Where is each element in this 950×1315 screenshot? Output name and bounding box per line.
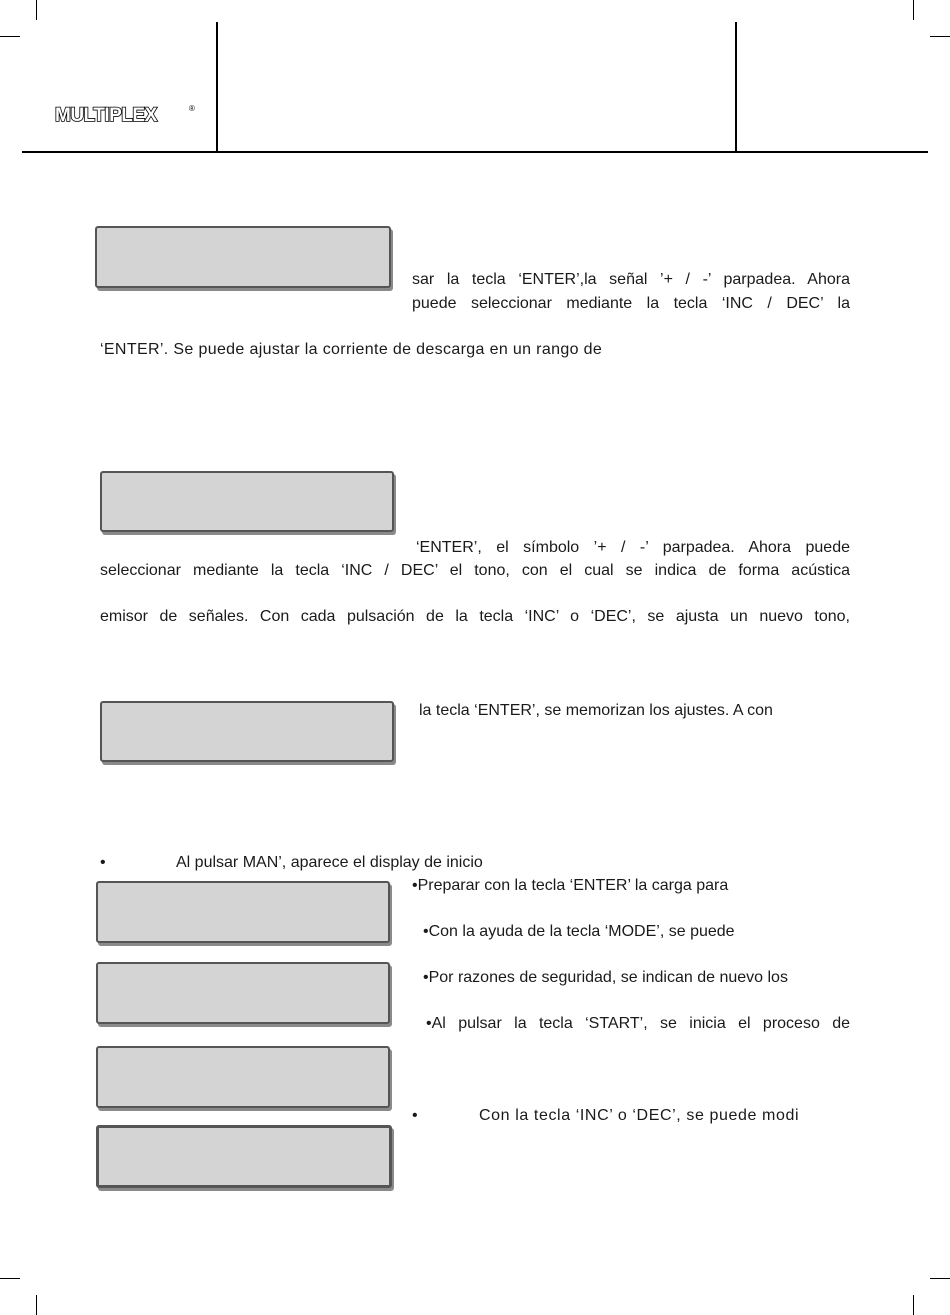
b-preparar: •Preparar con la tecla ‘ENTER’ la carga para xyxy=(412,877,729,894)
lcd-corr-desc xyxy=(95,226,391,288)
p2-line3: emisor de señales. Con cada pulsación de la tecla ‘INC’ o ‘DEC’, se ajusta un nuevo tono, xyxy=(100,608,850,625)
p1-line1: sar la tecla ‘ENTER’,la señal ’+ / -’ parpadea. Ahora xyxy=(412,271,850,288)
lcd-status xyxy=(96,1125,392,1188)
bullet2-text: Con la tecla ‘INC’ o ‘DEC’, se puede modi xyxy=(479,1107,800,1124)
crop-mark xyxy=(0,36,20,37)
crop-mark xyxy=(913,1295,914,1315)
lcd-ende-start xyxy=(100,701,394,762)
b-start: •Al pulsar la tecla ‘START’, se inicia el proceso de xyxy=(426,1015,850,1032)
crop-mark xyxy=(913,0,914,20)
bullet-mark: • xyxy=(412,1107,418,1124)
p1-line3: ‘ENTER’. Se puede ajustar la corriente de descarga en un rango de xyxy=(100,341,603,358)
b-mode: •Con la ayuda de la tecla ‘MODE’, se puede xyxy=(423,923,735,940)
bullet-mark: • xyxy=(100,854,106,871)
header-rule xyxy=(22,151,928,153)
crop-mark xyxy=(36,1295,37,1315)
lcd-inicio xyxy=(96,962,390,1024)
multiplex-logo: MULTIPLEX xyxy=(55,105,157,126)
header-divider-left xyxy=(216,22,218,152)
crop-mark xyxy=(0,1278,20,1279)
p2-line2: seleccionar mediante la tecla ‘INC / DEC’ el tono, con el cual se indica de forma acústica xyxy=(100,562,850,579)
lcd-selecc-modo xyxy=(96,881,390,943)
p3-line1: la tecla ‘ENTER’, se memorizan los ajustes. A con xyxy=(419,702,773,719)
b-seguridad: •Por razones de seguridad, se indican de nuevo los xyxy=(423,969,788,986)
crop-mark xyxy=(930,36,950,37)
crop-mark xyxy=(36,0,37,20)
p1-line2: puede seleccionar mediante la tecla ‘INC / DEC’ la xyxy=(412,295,850,312)
header-divider-right xyxy=(735,22,737,152)
registered-mark: ® xyxy=(189,104,195,113)
crop-mark xyxy=(930,1278,950,1279)
bullet1-text: Al pulsar MAN’, aparece el display de inicio xyxy=(176,854,483,871)
lcd-piepser xyxy=(100,471,394,532)
p2-line1: ‘ENTER’, el símbolo ’+ / -’ parpadea. Ahora puede xyxy=(416,539,850,556)
lcd-inicio-carga xyxy=(96,1046,390,1108)
